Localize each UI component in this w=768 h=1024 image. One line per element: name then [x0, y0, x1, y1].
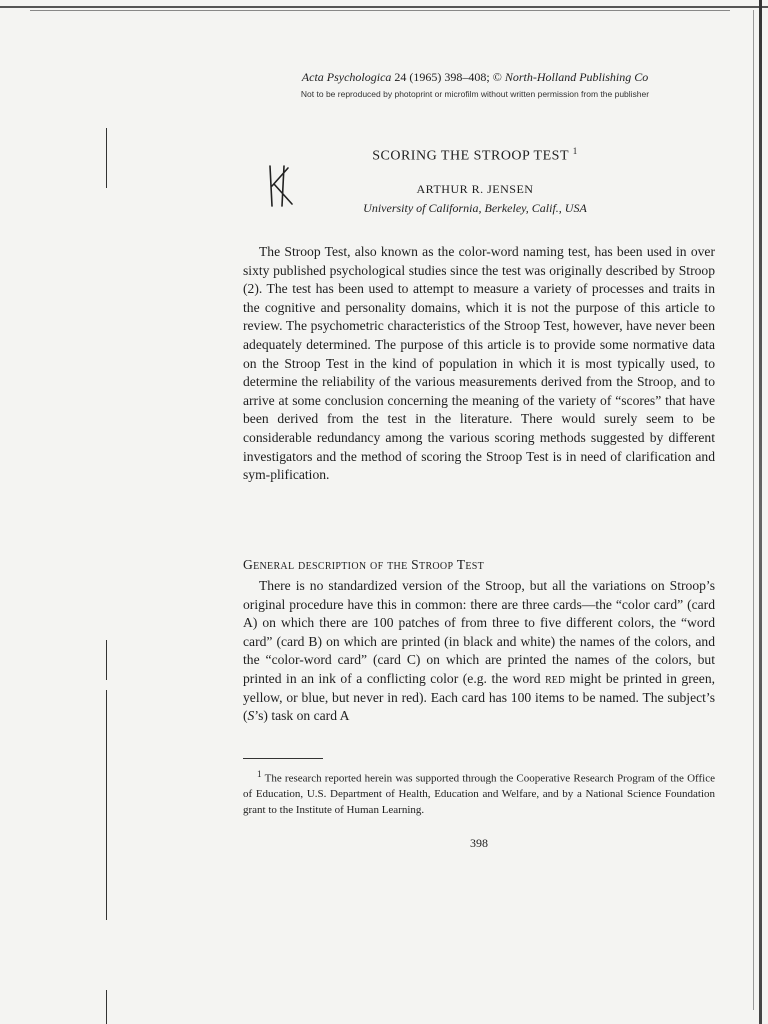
journal-name: Acta Psychologica — [301, 70, 392, 84]
page-number: 398 — [470, 836, 488, 850]
scan-edge-right-secondary — [753, 10, 754, 1010]
footnote-mark: 1 — [257, 769, 262, 779]
journal-pages: (1965) 398–408; © — [409, 70, 502, 84]
journal-volume: 24 — [394, 70, 407, 84]
author-affiliation: University of California, Berkeley, Calif., USA — [363, 201, 587, 215]
margin-binding-line — [106, 690, 107, 920]
section-heading: General description of the Stroop Test — [243, 557, 485, 572]
journal-citation — [240, 70, 710, 85]
body-paragraph-description — [243, 577, 715, 726]
article-title — [240, 146, 710, 165]
margin-mark-line — [106, 640, 107, 680]
publisher-name: North-Holland Publishing Co — [504, 70, 649, 84]
paragraph-text: might be printed in green, yellow, or blue, but never in red). Each card has 100 items to be named. The subject’s ( — [243, 670, 716, 724]
footnote — [243, 767, 715, 818]
body-paragraph-intro: The Stroop Test, also known as the color-word naming test, has been used in over sixty published psychological studies since the test was originally described by Stroop (2). The test has been used to attempt to measure a variety of processes and traits in the cognitive and personality domains, which it is not the purpose of this article to review. The psychometric characteristics of the Stroop Test, however, have never been adequately determined. The purpose of this article is to provide some normative data on the Stroop Test in the kind of population in which it is most typically used, to determine the reliability of the various measurements derived from the Stroop, and to arrive at some conclusion concerning the meaning of the variety of “scores” that have been derived from the test in the literature. There would surely seem to be considerable redundancy among the various scoring methods suggested by different investigators and the method of scoring the Stroop Test is in need of clarification and sym-plification. — [243, 244, 715, 483]
footnote-text: The research reported herein was supported through the Cooperative Research Program of the Office of Education, U.S. Department of Health, Education and Welfare, and by a National Science Foundation grant to the Institute of Human Learning. — [243, 772, 715, 816]
example-color-word: red — [545, 670, 566, 686]
author-name: ARTHUR R. JENSEN — [416, 182, 534, 196]
article-title-text: SCORING THE STROOP TEST — [372, 148, 569, 164]
scan-edge-top — [0, 6, 768, 8]
margin-binding-line — [106, 990, 107, 1024]
paragraph-text: There is no standardized version of the Stroop, but all the variations on Stroop’s original procedure have this in common: there are three cards—the “color card” (card A) on which there are 100 patches of from three to five different colors, the “word card” (card B) on which are printed (in black and white) the names of the colors, and the “color-word card” (card C) on which are printed the names of the colors, but printed in an ink of a conflicting color (e.g. the word — [243, 578, 715, 686]
scan-edge-top-secondary — [30, 10, 730, 11]
subject-abbreviation: S — [247, 708, 255, 724]
paragraph-text: ’s) task on card A — [254, 708, 350, 724]
scan-edge-right — [759, 0, 762, 1024]
footnote-divider — [243, 758, 323, 759]
reproduction-notice: Not to be reproduced by photoprint or microfilm without written permission from the publisher — [300, 89, 650, 99]
title-footnote-mark: 1 — [572, 146, 578, 156]
margin-mark-line — [106, 128, 107, 188]
